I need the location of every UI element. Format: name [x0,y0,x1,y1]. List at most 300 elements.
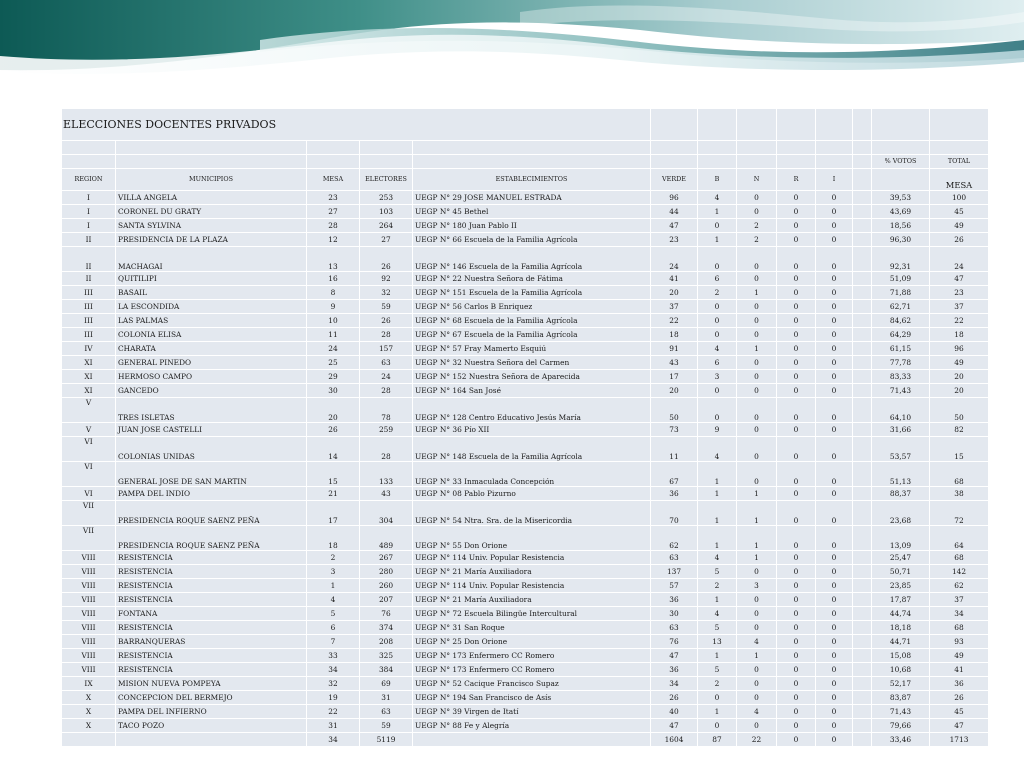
header-pct-votos: % VOTOS [872,155,930,169]
table-cell-i: 0 [816,705,853,719]
table-cell-verde: 24 [651,247,698,272]
table-cell-b: 4 [698,437,737,462]
table-cell-region: VII [62,526,116,551]
table-cell-n: 1 [737,551,777,565]
table-cell-region: I [62,205,116,219]
table-cell-pct-votos: 10,68 [872,663,930,677]
table-cell-electores: 26 [360,247,413,272]
table-cell-mesa: 18 [307,526,360,551]
table-cell-mesa: 29 [307,370,360,384]
table-row [62,621,989,635]
table-cell-establecimiento: UEGP N° 33 Inmaculada Concepción [413,462,651,487]
table-cell-total: 26 [930,233,989,247]
table-cell-r: 0 [777,384,816,398]
table-cell-r: 0 [777,370,816,384]
table-cell-b: 0 [698,328,737,342]
table-cell-municipio: GENERAL PINEDO [116,356,307,370]
totals-cell-mesa: 34 [307,733,360,747]
table-row [62,219,989,233]
table-cell-i: 0 [816,621,853,635]
table-cell-electores: 264 [360,219,413,233]
table-cell-i: 0 [816,370,853,384]
table-cell-establecimiento: UEGP N° 66 Escuela de la Familia Agrícola [413,233,651,247]
table-row [62,607,989,621]
table-cell-establecimiento: UEGP N° 68 Escuela de la Familia Agrícola [413,314,651,328]
table-cell-electores: 325 [360,649,413,663]
table-cell-total: 38 [930,487,989,501]
table-cell-pct-votos: 43,69 [872,205,930,219]
totals-cell-electores: 5119 [360,733,413,747]
table-cell-n: 1 [737,649,777,663]
table-cell-total: 34 [930,607,989,621]
table-cell-r: 0 [777,501,816,526]
table-cell-electores: 489 [360,526,413,551]
table-cell-i: 0 [816,487,853,501]
table-cell-mesa: 21 [307,487,360,501]
table-cell-pct-votos: 31,66 [872,423,930,437]
table-cell-b: 1 [698,462,737,487]
table-row [62,370,989,384]
table-cell-total: 36 [930,677,989,691]
table-cell-region: IV [62,342,116,356]
table-cell-r: 0 [777,663,816,677]
table-cell-municipio: BARRANQUERAS [116,635,307,649]
table-cell-pct-votos: 51,09 [872,272,930,286]
table-cell-r: 0 [777,565,816,579]
table-cell-total: 47 [930,719,989,733]
table-cell-electores: 92 [360,272,413,286]
table-cell-municipio: JUAN JOSE CASTELLI [116,423,307,437]
table-cell-pct-votos: 15,08 [872,649,930,663]
table-cell-electores: 157 [360,342,413,356]
table-cell-b: 4 [698,342,737,356]
table-cell-electores: 43 [360,487,413,501]
table-cell-b: 2 [698,286,737,300]
table-cell-municipio: QUITILIPI [116,272,307,286]
table-cell-verde: 91 [651,342,698,356]
table-cell-municipio: RESISTENCIA [116,565,307,579]
table-cell-verde: 47 [651,719,698,733]
table-row [62,437,989,462]
table-cell-mesa: 4 [307,593,360,607]
table-cell-r: 0 [777,705,816,719]
table-cell-mesa: 7 [307,635,360,649]
table-cell-r: 0 [777,551,816,565]
table-cell-b: 0 [698,398,737,423]
table-cell-r: 0 [777,691,816,705]
table-cell-pct-votos: 51,13 [872,462,930,487]
table-cell-municipio: MISION NUEVA POMPEYA [116,677,307,691]
table-cell-establecimiento: UEGP N° 54 Ntra. Sra. de la Misericordia [413,501,651,526]
table-cell-total: 45 [930,205,989,219]
table-cell-b: 9 [698,423,737,437]
table-cell-n: 1 [737,487,777,501]
table-cell-verde: 26 [651,691,698,705]
table-cell-i: 0 [816,437,853,462]
header-region: REGION [62,169,116,191]
table-cell-r: 0 [777,272,816,286]
table-cell-n: 0 [737,691,777,705]
table-cell-establecimiento: UEGP N° 21 María Auxiliadora [413,593,651,607]
table-cell-establecimiento: UEGP N° 114 Univ. Popular Resistencia [413,579,651,593]
table-cell-establecimiento: UEGP N° 152 Nuestra Señora de Aparecida [413,370,651,384]
table-cell-municipio: COLONIAS UNIDAS [116,437,307,462]
table-cell-r: 0 [777,635,816,649]
table-cell-i: 0 [816,607,853,621]
table-cell-region: I [62,219,116,233]
table-cell-municipio: RESISTENCIA [116,593,307,607]
table-cell-b: 0 [698,247,737,272]
header-n: N [737,169,777,191]
table-cell-region: XI [62,356,116,370]
table-cell-electores: 208 [360,635,413,649]
table-cell-mesa: 9 [307,300,360,314]
table-cell-r: 0 [777,607,816,621]
table-cell-region: IX [62,677,116,691]
table-cell-electores: 32 [360,286,413,300]
table-cell-i: 0 [816,462,853,487]
table-cell-verde: 36 [651,663,698,677]
table-cell-region: XI [62,370,116,384]
table-cell-verde: 63 [651,551,698,565]
table-cell-b: 4 [698,551,737,565]
table-cell-pct-votos: 96,30 [872,233,930,247]
table-cell-verde: 73 [651,423,698,437]
table-cell-region: VI [62,437,116,462]
table-cell-establecimiento: UEGP N° 151 Escuela de la Familia Agrícola [413,286,651,300]
table-cell-mesa: 15 [307,462,360,487]
table-cell-municipio: FONTANA [116,607,307,621]
table-cell-b: 4 [698,607,737,621]
table-cell-i: 0 [816,677,853,691]
table-cell-mesa: 1 [307,579,360,593]
table-cell-establecimiento: UEGP N° 148 Escuela de la Familia Agrícola [413,437,651,462]
table-cell-b: 0 [698,219,737,233]
table-cell-pct-votos: 62,71 [872,300,930,314]
table-cell-r: 0 [777,191,816,205]
table-cell-region: II [62,233,116,247]
table-cell-b: 1 [698,487,737,501]
table-cell-electores: 259 [360,423,413,437]
table-cell-municipio: HERMOSO CAMPO [116,370,307,384]
table-cell-verde: 11 [651,437,698,462]
table-cell-electores: 78 [360,398,413,423]
totals-cell-pct: 33,46 [872,733,930,747]
table-cell-n: 0 [737,593,777,607]
table-cell-electores: 63 [360,705,413,719]
header-verde: VERDE [651,169,698,191]
table-cell-r: 0 [777,526,816,551]
table-cell-i: 0 [816,579,853,593]
table-cell-municipio: SANTA SYLVINA [116,219,307,233]
table-cell-r: 0 [777,677,816,691]
totals-cell-n: 22 [737,733,777,747]
table-cell-total: 24 [930,247,989,272]
table-cell-verde: 47 [651,649,698,663]
table-cell-n: 0 [737,398,777,423]
table-cell-total: 26 [930,691,989,705]
table-cell-i: 0 [816,663,853,677]
table-cell-establecimiento: UEGP N° 39 Virgen de Itatí [413,705,651,719]
table-cell-i: 0 [816,286,853,300]
table-cell-mesa: 31 [307,719,360,733]
table-cell-electores: 28 [360,328,413,342]
table-cell-electores: 207 [360,593,413,607]
table-cell-b: 1 [698,593,737,607]
table-cell-b: 13 [698,635,737,649]
table-row [62,663,989,677]
table-cell-n: 0 [737,462,777,487]
table-cell-i: 0 [816,219,853,233]
table-cell-n: 0 [737,621,777,635]
table-cell-region: I [62,191,116,205]
table-cell-municipio: RESISTENCIA [116,579,307,593]
table-cell-pct-votos: 83,33 [872,370,930,384]
table-cell-establecimiento: UEGP N° 180 Juan Pablo II [413,219,651,233]
table-cell-municipio: PRESIDENCIA ROQUE SAENZ PEÑA [116,526,307,551]
table-cell-verde: 17 [651,370,698,384]
table-cell-electores: 63 [360,356,413,370]
table-cell-total: 93 [930,635,989,649]
table-cell-n: 1 [737,526,777,551]
table-cell-verde: 57 [651,579,698,593]
table-cell-mesa: 10 [307,314,360,328]
table-cell-municipio: LAS PALMAS [116,314,307,328]
table-cell-n: 0 [737,247,777,272]
results-table [61,108,989,747]
table-cell-region: X [62,719,116,733]
table-cell-pct-votos: 71,43 [872,705,930,719]
table-cell-total: 68 [930,621,989,635]
table-cell-verde: 47 [651,219,698,233]
header-total: TOTAL [930,155,989,169]
table-cell-total: 18 [930,328,989,342]
table-cell-n: 0 [737,314,777,328]
table-cell-i: 0 [816,526,853,551]
column-header-row [62,169,989,191]
table-cell-pct-votos: 71,88 [872,286,930,300]
totals-cell-r: 0 [777,733,816,747]
table-cell-r: 0 [777,342,816,356]
totals-cell-verde: 1604 [651,733,698,747]
table-cell-mesa: 16 [307,272,360,286]
table-cell-n: 0 [737,719,777,733]
table-cell-mesa: 11 [307,328,360,342]
table-cell-pct-votos: 71,43 [872,384,930,398]
table-cell-total: 49 [930,649,989,663]
table-cell-municipio: TACO POZO [116,719,307,733]
table-row [62,649,989,663]
table-row [62,272,989,286]
table-cell-verde: 137 [651,565,698,579]
table-cell-establecimiento: UEGP N° 31 San Roque [413,621,651,635]
table-cell-establecimiento: UEGP N° 72 Escuela Bilingüe Intercultural [413,607,651,621]
table-cell-n: 1 [737,286,777,300]
totals-cell-total: 1713 [930,733,989,747]
table-cell-r: 0 [777,579,816,593]
table-cell-municipio: CORONEL DU GRATY [116,205,307,219]
table-cell-electores: 28 [360,384,413,398]
table-cell-establecimiento: UEGP N° 21 María Auxiliadora [413,565,651,579]
table-cell-r: 0 [777,487,816,501]
table-cell-electores: 28 [360,437,413,462]
table-cell-total: 82 [930,423,989,437]
table-cell-mesa: 25 [307,356,360,370]
table-cell-n: 0 [737,663,777,677]
table-row [62,191,989,205]
table-title: ELECCIONES DOCENTES PRIVADOS [62,109,651,141]
table-cell-verde: 20 [651,286,698,300]
header-establecimientos: ESTABLECIMIENTOS [413,169,651,191]
table-cell-pct-votos: 64,10 [872,398,930,423]
table-cell-n: 0 [737,423,777,437]
table-cell-region: XI [62,384,116,398]
table-cell-b: 0 [698,691,737,705]
table-cell-total: 64 [930,526,989,551]
table-cell-pct-votos: 17,87 [872,593,930,607]
table-cell-total: 68 [930,462,989,487]
table-cell-region: VIII [62,579,116,593]
table-cell-mesa: 17 [307,501,360,526]
table-cell-r: 0 [777,205,816,219]
table-cell-pct-votos: 84,62 [872,314,930,328]
table-row [62,356,989,370]
table-cell-mesa: 22 [307,705,360,719]
table-cell-i: 0 [816,593,853,607]
table-cell-mesa: 32 [307,677,360,691]
table-cell-establecimiento: UEGP N° 32 Nuestra Señora del Carmen [413,356,651,370]
table-cell-mesa: 28 [307,219,360,233]
table-cell-region: V [62,398,116,423]
table-cell-establecimiento: UEGP N° 08 Pablo Pizurno [413,487,651,501]
table-cell-electores: 374 [360,621,413,635]
table-cell-municipio: PAMPA DEL INFIERNO [116,705,307,719]
table-cell-mesa: 34 [307,663,360,677]
table-cell-electores: 133 [360,462,413,487]
table-cell-region: VI [62,462,116,487]
table-cell-mesa: 24 [307,342,360,356]
table-cell-electores: 260 [360,579,413,593]
table-cell-b: 0 [698,314,737,328]
table-cell-i: 0 [816,247,853,272]
table-row [62,551,989,565]
table-cell-municipio: GANCEDO [116,384,307,398]
table-cell-establecimiento: UEGP N° 55 Don Orione [413,526,651,551]
table-row [62,384,989,398]
table-cell-i: 0 [816,384,853,398]
table-cell-mesa: 3 [307,565,360,579]
table-cell-r: 0 [777,423,816,437]
table-cell-b: 1 [698,501,737,526]
table-cell-b: 6 [698,272,737,286]
table-row [62,719,989,733]
table-cell-region: III [62,314,116,328]
table-cell-n: 0 [737,565,777,579]
header-electores: ELECTORES [360,169,413,191]
table-cell-pct-votos: 79,66 [872,719,930,733]
table-cell-establecimiento: UEGP N° 25 Don Orione [413,635,651,649]
table-cell-total: 49 [930,219,989,233]
table-cell-r: 0 [777,314,816,328]
table-cell-mesa: 14 [307,437,360,462]
table-cell-municipio: TRES ISLETAS [116,398,307,423]
table-cell-b: 5 [698,565,737,579]
table-cell-mesa: 19 [307,691,360,705]
table-cell-i: 0 [816,233,853,247]
table-cell-n: 0 [737,191,777,205]
table-row [62,423,989,437]
table-cell-pct-votos: 23,68 [872,501,930,526]
table-cell-establecimiento: UEGP N° 114 Univ. Popular Resistencia [413,551,651,565]
table-cell-i: 0 [816,719,853,733]
table-cell-establecimiento: UEGP N° 45 Bethel [413,205,651,219]
table-cell-mesa: 5 [307,607,360,621]
table-cell-region: VIII [62,621,116,635]
table-cell-electores: 103 [360,205,413,219]
table-cell-verde: 30 [651,607,698,621]
table-row [62,300,989,314]
table-cell-establecimiento: UEGP N° 57 Fray Mamerto Esquiú [413,342,651,356]
table-cell-b: 0 [698,384,737,398]
table-cell-mesa: 6 [307,621,360,635]
table-cell-mesa: 20 [307,398,360,423]
table-row [62,286,989,300]
table-row [62,593,989,607]
table-cell-pct-votos: 13,09 [872,526,930,551]
table-cell-mesa: 27 [307,205,360,219]
table-cell-verde: 76 [651,635,698,649]
table-cell-n: 0 [737,384,777,398]
table-cell-electores: 59 [360,719,413,733]
table-cell-pct-votos: 50,71 [872,565,930,579]
table-cell-b: 2 [698,677,737,691]
table-cell-i: 0 [816,300,853,314]
table-cell-total: 142 [930,565,989,579]
header-i: I [816,169,853,191]
table-cell-r: 0 [777,233,816,247]
table-cell-region: V [62,423,116,437]
table-cell-total: 62 [930,579,989,593]
table-cell-i: 0 [816,501,853,526]
table-cell-i: 0 [816,356,853,370]
table-row [62,314,989,328]
table-cell-mesa: 12 [307,233,360,247]
table-cell-region: X [62,705,116,719]
table-row [62,705,989,719]
table-cell-total: 68 [930,551,989,565]
table-cell-n: 0 [737,356,777,370]
table-cell-pct-votos: 52,17 [872,677,930,691]
table-cell-pct-votos: 92,31 [872,247,930,272]
table-cell-b: 1 [698,205,737,219]
table-cell-pct-votos: 53,57 [872,437,930,462]
table-cell-b: 4 [698,191,737,205]
table-cell-establecimiento: UEGP N° 164 San José [413,384,651,398]
table-cell-verde: 18 [651,328,698,342]
totals-cell-b: 87 [698,733,737,747]
table-cell-region: II [62,272,116,286]
table-cell-n: 0 [737,300,777,314]
table-cell-r: 0 [777,649,816,663]
table-cell-electores: 59 [360,300,413,314]
table-cell-r: 0 [777,356,816,370]
table-row [62,328,989,342]
table-cell-pct-votos: 61,15 [872,342,930,356]
table-cell-mesa: 8 [307,286,360,300]
table-cell-electores: 267 [360,551,413,565]
table-cell-total: 37 [930,593,989,607]
table-cell-establecimiento: UEGP N° 29 JOSE MANUEL ESTRADA [413,191,651,205]
